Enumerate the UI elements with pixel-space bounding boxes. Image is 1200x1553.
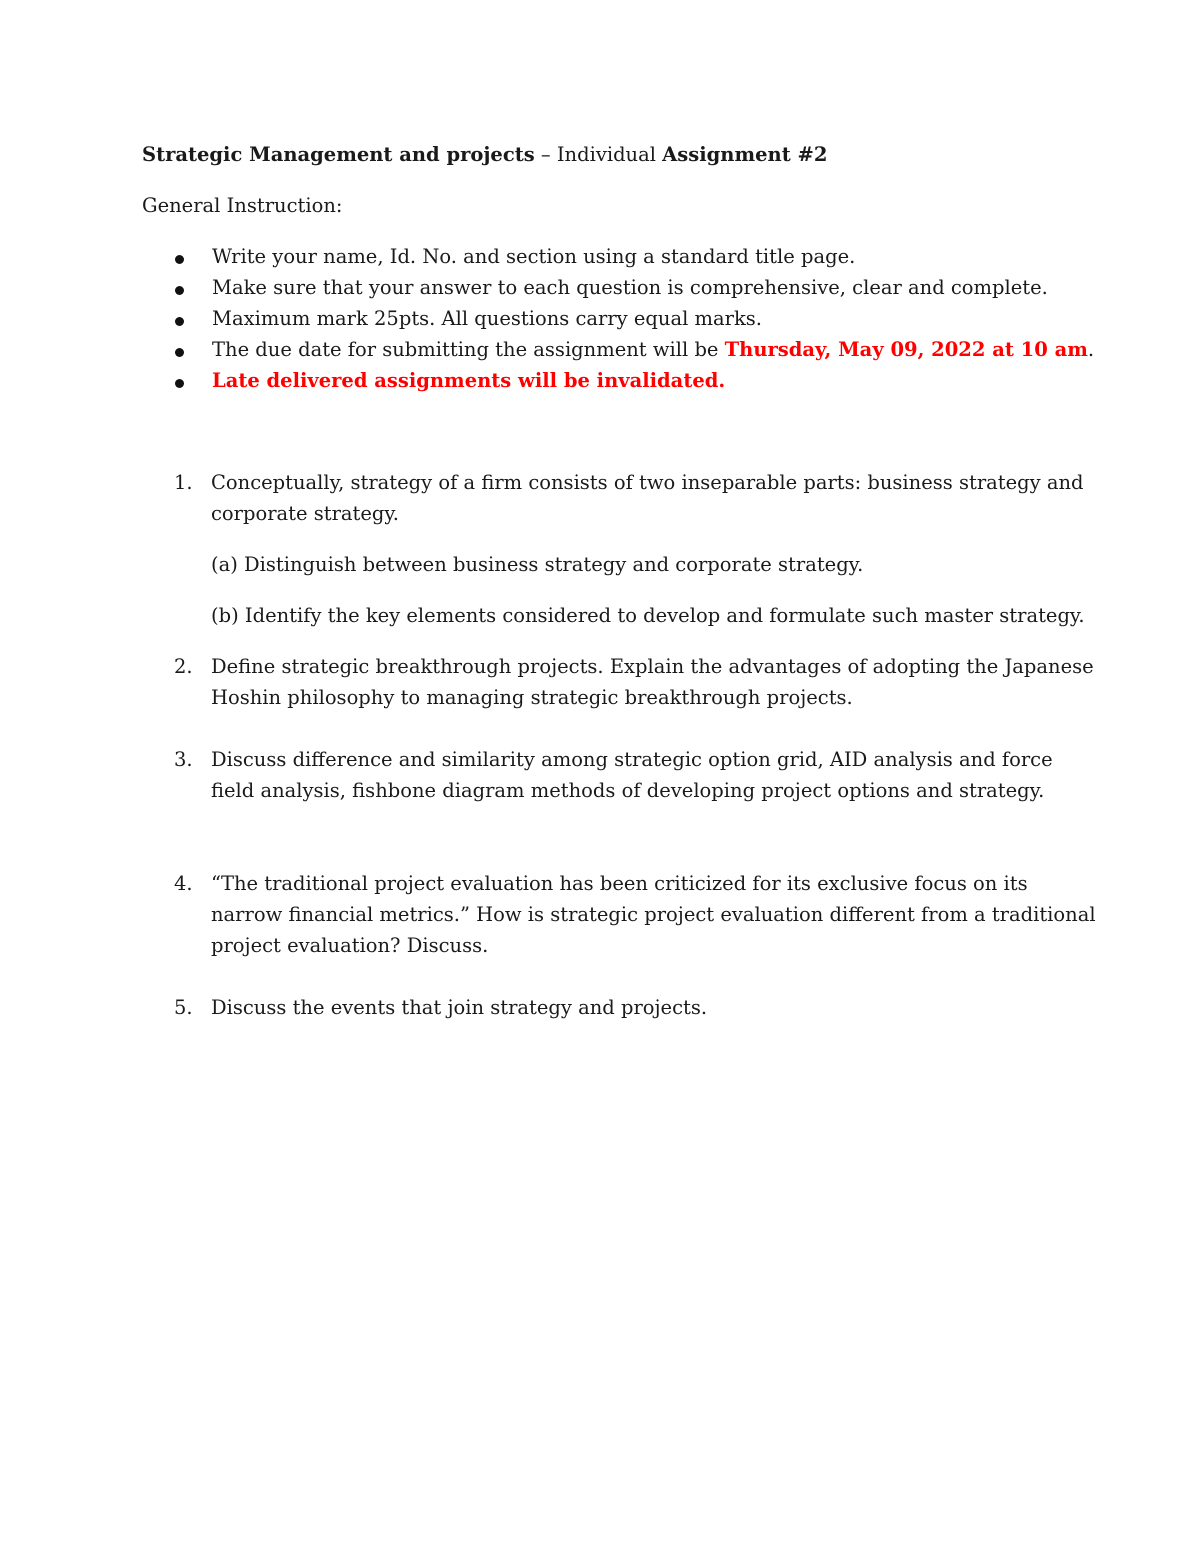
question-2-text: Hoshin philosophy to managing strategic breakthrough projects.: [211, 686, 853, 709]
assignment-title: [142, 143, 827, 166]
bullet-icon: [175, 348, 184, 357]
due-date: Thursday, May 09, 2022 at 10 am: [724, 338, 1088, 361]
question-1-text: Conceptually, strategy of a firm consists of two inseparable parts: business strategy and: [211, 471, 1084, 494]
question-5-text: Discuss the events that join strategy and projects.: [211, 996, 708, 1019]
general-instruction-heading: General Instruction:: [142, 194, 343, 217]
question-1-sub-b: (b) Identify the key elements considered to develop and formulate such master strategy.: [211, 604, 1085, 627]
question-2-text: Define strategic breakthrough projects. Explain the advantages of adopting the Japanese: [211, 655, 1094, 678]
question-4-text: narrow financial metrics.” How is strategic project evaluation different from a traditional: [211, 903, 1096, 926]
bullet-icon: [175, 255, 184, 264]
question-number: 4.: [174, 872, 193, 895]
title-course: Strategic Management and projects: [142, 143, 535, 166]
question-1-sub-a: (a) Distinguish between business strategy and corporate strategy.: [211, 553, 864, 576]
bullet-icon: [175, 286, 184, 295]
question-number: 3.: [174, 748, 193, 771]
question-3-text: Discuss difference and similarity among strategic option grid, AID analysis and force: [211, 748, 1053, 771]
instruction-text: Write your name, Id. No. and section using a standard title page.: [212, 245, 856, 268]
question-4-text: “The traditional project evaluation has been criticized for its exclusive focus on its: [211, 872, 1028, 895]
title-assignment: Assignment #2: [662, 143, 828, 166]
instruction-text: Make sure that your answer to each question is comprehensive, clear and complete.: [212, 276, 1048, 299]
question-1-text: corporate strategy.: [211, 502, 400, 525]
question-number: 5.: [174, 996, 193, 1019]
title-type: – Individual: [534, 143, 663, 166]
question-3-text: field analysis, fishbone diagram methods of developing project options and strategy.: [211, 779, 1045, 802]
due-date-period: .: [1087, 338, 1095, 361]
question-4-text: project evaluation? Discuss.: [211, 934, 489, 957]
question-number: 1.: [174, 471, 193, 494]
instruction-text: [212, 338, 1094, 361]
due-date-lead: The due date for submitting the assignment will be: [212, 338, 725, 361]
bullet-icon: [175, 379, 184, 388]
question-number: 2.: [174, 655, 193, 678]
bullet-icon: [175, 317, 184, 326]
late-warning: Late delivered assignments will be invalidated.: [212, 369, 726, 392]
instruction-text: Maximum mark 25pts. All questions carry equal marks.: [212, 307, 762, 330]
